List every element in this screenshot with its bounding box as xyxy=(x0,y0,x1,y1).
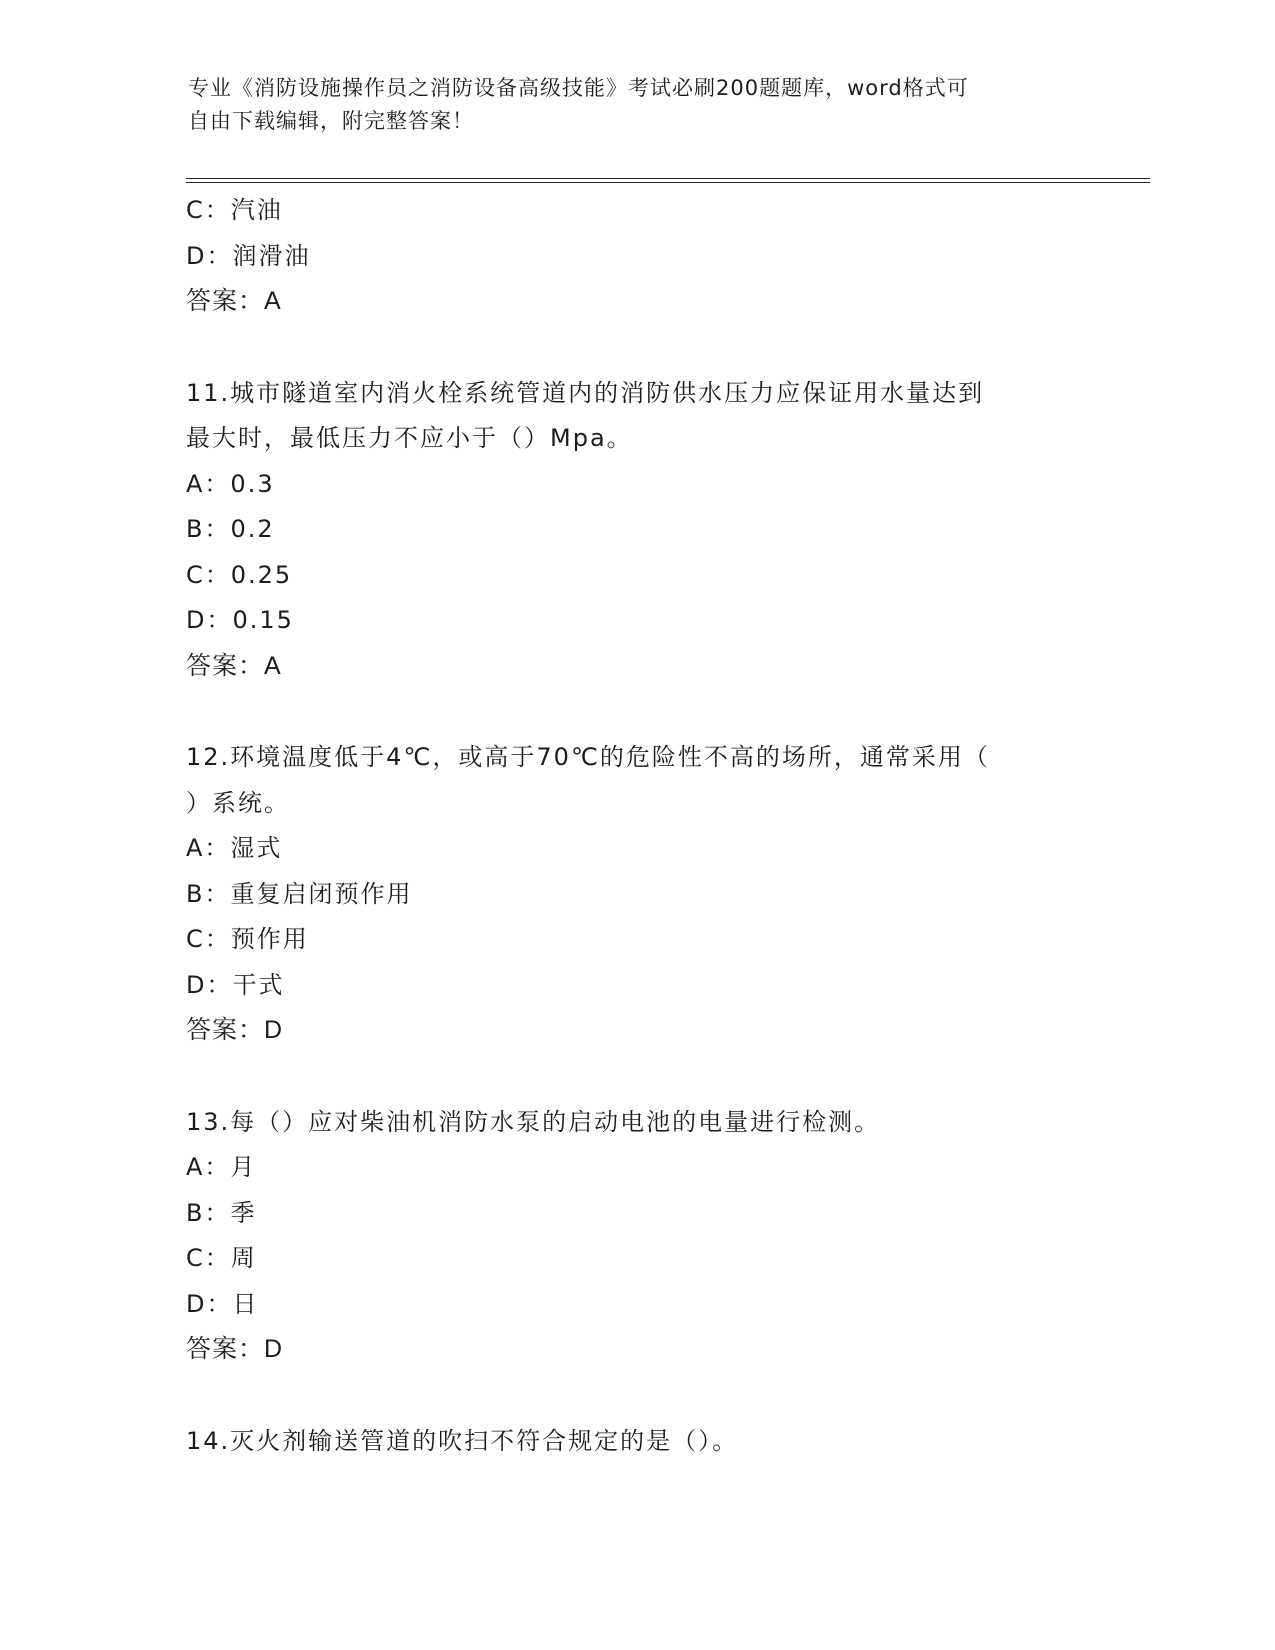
option-c: C：汽油 xyxy=(186,196,283,224)
header-divider-bottom xyxy=(186,182,1150,183)
option-b: B：季 xyxy=(186,1198,257,1227)
question-14 xyxy=(186,1419,1086,1465)
header-line-1: 专业《消防设施操作员之消防设备高级技能》考试必刷200题题库，word格式可 xyxy=(188,76,969,100)
option-d: D：干式 xyxy=(186,970,285,999)
question-text-line: 最大时，最低压力不应小于（）Mpa。 xyxy=(186,424,633,452)
option-a: A：湿式 xyxy=(186,834,283,862)
question-11 xyxy=(186,371,1086,690)
document-header xyxy=(188,72,1088,138)
header-line-2: 自由下载编辑，附完整答案！ xyxy=(188,109,474,133)
option-c: C：0.25 xyxy=(186,560,293,589)
option-c: C：预作用 xyxy=(186,925,309,953)
question-text-line: 13.每（）应对柴油机消防水泵的启动电池的电量进行检测。 xyxy=(186,1107,881,1136)
option-a: A：月 xyxy=(186,1153,257,1181)
option-c: C：周 xyxy=(186,1244,257,1272)
answer-line: 答案：D xyxy=(186,1335,284,1363)
option-a: A：0.3 xyxy=(186,469,275,498)
answer-line: 答案：A xyxy=(186,651,282,680)
question-text-line: 14.灭火剂输送管道的吹扫不符合规定的是（）。 xyxy=(186,1426,739,1455)
answer-line: 答案：D xyxy=(186,1016,284,1044)
header-divider-top xyxy=(186,178,1150,179)
option-d: D：润滑油 xyxy=(186,241,311,270)
question-12 xyxy=(186,735,1086,1054)
question-13 xyxy=(186,1100,1086,1373)
option-b: B：重复启闭预作用 xyxy=(186,879,413,908)
question-continued xyxy=(186,188,1086,325)
question-text-line: 12.环境温度低于4℃，或高于70℃的危险性不高的场所，通常采用（ xyxy=(186,743,990,771)
question-list xyxy=(186,188,1086,1464)
option-b: B：0.2 xyxy=(186,515,275,543)
question-text-line: 11.城市隧道室内消火栓系统管道内的消防供水压力应保证用水量达到 xyxy=(186,378,985,407)
question-text-line: ）系统。 xyxy=(186,788,290,817)
answer-line: 答案：A xyxy=(186,287,282,315)
option-d: D：日 xyxy=(186,1289,259,1318)
option-d: D：0.15 xyxy=(186,606,294,634)
